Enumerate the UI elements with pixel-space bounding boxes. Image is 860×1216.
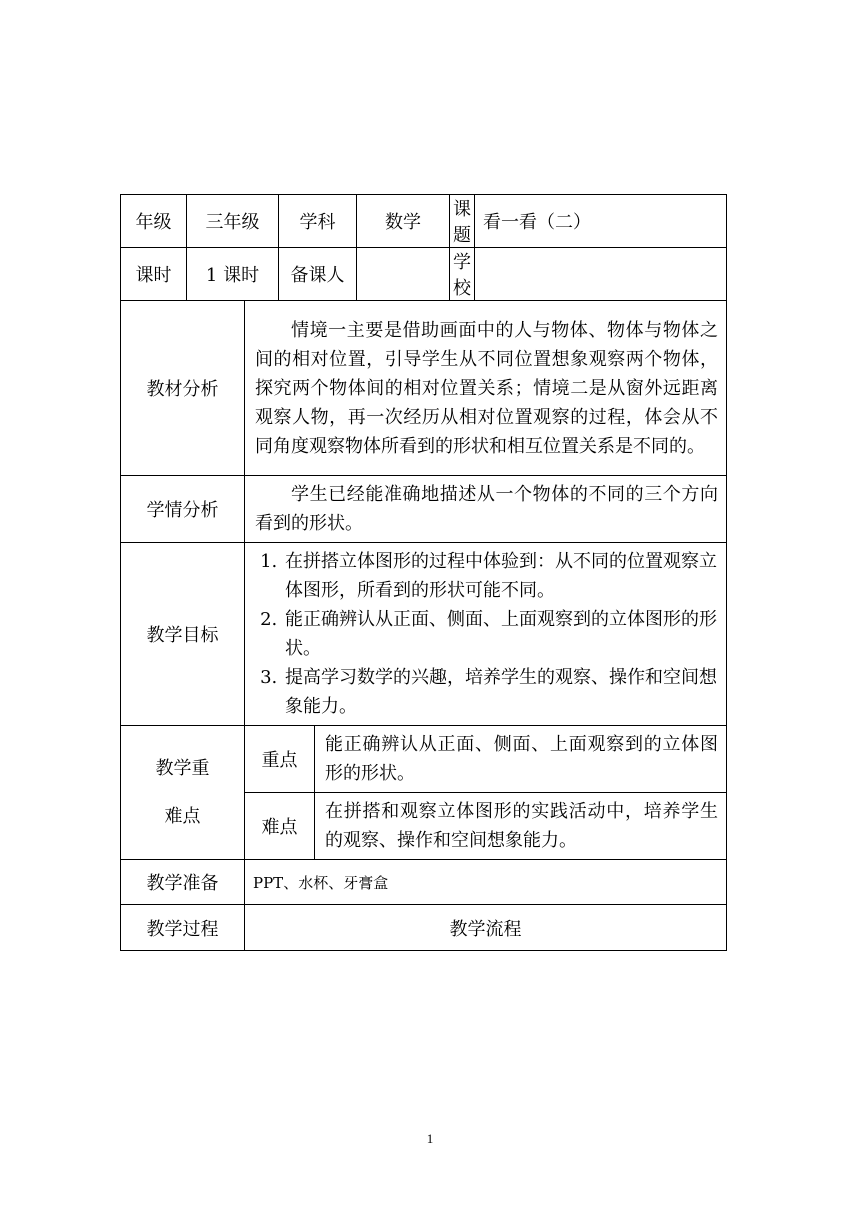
- key-points-label: [121, 726, 245, 860]
- process-row: [121, 905, 727, 951]
- topic-label: 课题: [450, 195, 475, 248]
- school-value: [475, 248, 727, 301]
- lesson-plan-table: [120, 194, 727, 951]
- header-row: [121, 195, 727, 248]
- page-number: 1: [426, 1131, 434, 1146]
- process-text: 教学流程: [245, 905, 727, 951]
- focus-row: [121, 726, 727, 793]
- teaching-goals-row: [121, 543, 727, 726]
- teaching-goals-label: 教学目标: [121, 543, 245, 726]
- preparation-row: [121, 860, 727, 905]
- difficulty-label: 难点: [245, 793, 315, 860]
- period-value: 1 课时: [187, 248, 279, 301]
- preparer-label: 备课人: [279, 248, 357, 301]
- key-points-label-line1: 教学重: [155, 757, 210, 779]
- teaching-goal-item: 1. 在拼搭立体图形的过程中体验到：从不同的位置观察立体图形，所看到的形状可能不同。: [283, 547, 718, 605]
- preparation-text: PPT、水杯、牙膏盒: [245, 860, 727, 905]
- teaching-goal-item: 2. 能正确辨认从正面、侧面、上面观察到的立体图形的形状。: [283, 605, 718, 663]
- key-points-label-line2: 难点: [164, 805, 201, 827]
- focus-text: 能正确辨认从正面、侧面、上面观察到的立体图形的形状。: [315, 726, 727, 793]
- subject-value: 数学: [357, 195, 450, 248]
- student-analysis-row: [121, 476, 727, 543]
- focus-label: 重点: [245, 726, 315, 793]
- preparer-value: [357, 248, 450, 301]
- school-label: 学校: [450, 248, 475, 301]
- material-analysis-label: 教材分析: [121, 301, 245, 476]
- process-label: 教学过程: [121, 905, 245, 951]
- student-analysis-text: 学生已经能准确地描述从一个物体的不同的三个方向看到的形状。: [245, 476, 727, 543]
- material-analysis-text: 情境一主要是借助画面中的人与物体、物体与物体之间的相对位置，引导学生从不同位置想象观察两个物体，探究两个物体间的相对位置关系；情境二是从窗外远距离观察人物，再一次经历从相对位置观察的过程，体会从不同角度观察物体所看到的形状和相互位置关系是不同的。: [245, 301, 727, 476]
- student-analysis-label: 学情分析: [121, 476, 245, 543]
- material-analysis-row: [121, 301, 727, 476]
- grade-value: 三年级: [187, 195, 279, 248]
- teaching-goal-item: 3. 提高学习数学的兴趣，培养学生的观察、操作和空间想象能力。: [283, 663, 718, 721]
- period-row: [121, 248, 727, 301]
- period-label: 课时: [121, 248, 187, 301]
- preparation-label: 教学准备: [121, 860, 245, 905]
- topic-value: 看一看（二）: [475, 195, 727, 248]
- teaching-goals-cell: [245, 543, 727, 726]
- teaching-goals-list: [245, 543, 726, 725]
- difficulty-text: 在拼搭和观察立体图形的实践活动中，培养学生的观察、操作和空间想象能力。: [315, 793, 727, 860]
- grade-label: 年级: [121, 195, 187, 248]
- subject-label: 学科: [279, 195, 357, 248]
